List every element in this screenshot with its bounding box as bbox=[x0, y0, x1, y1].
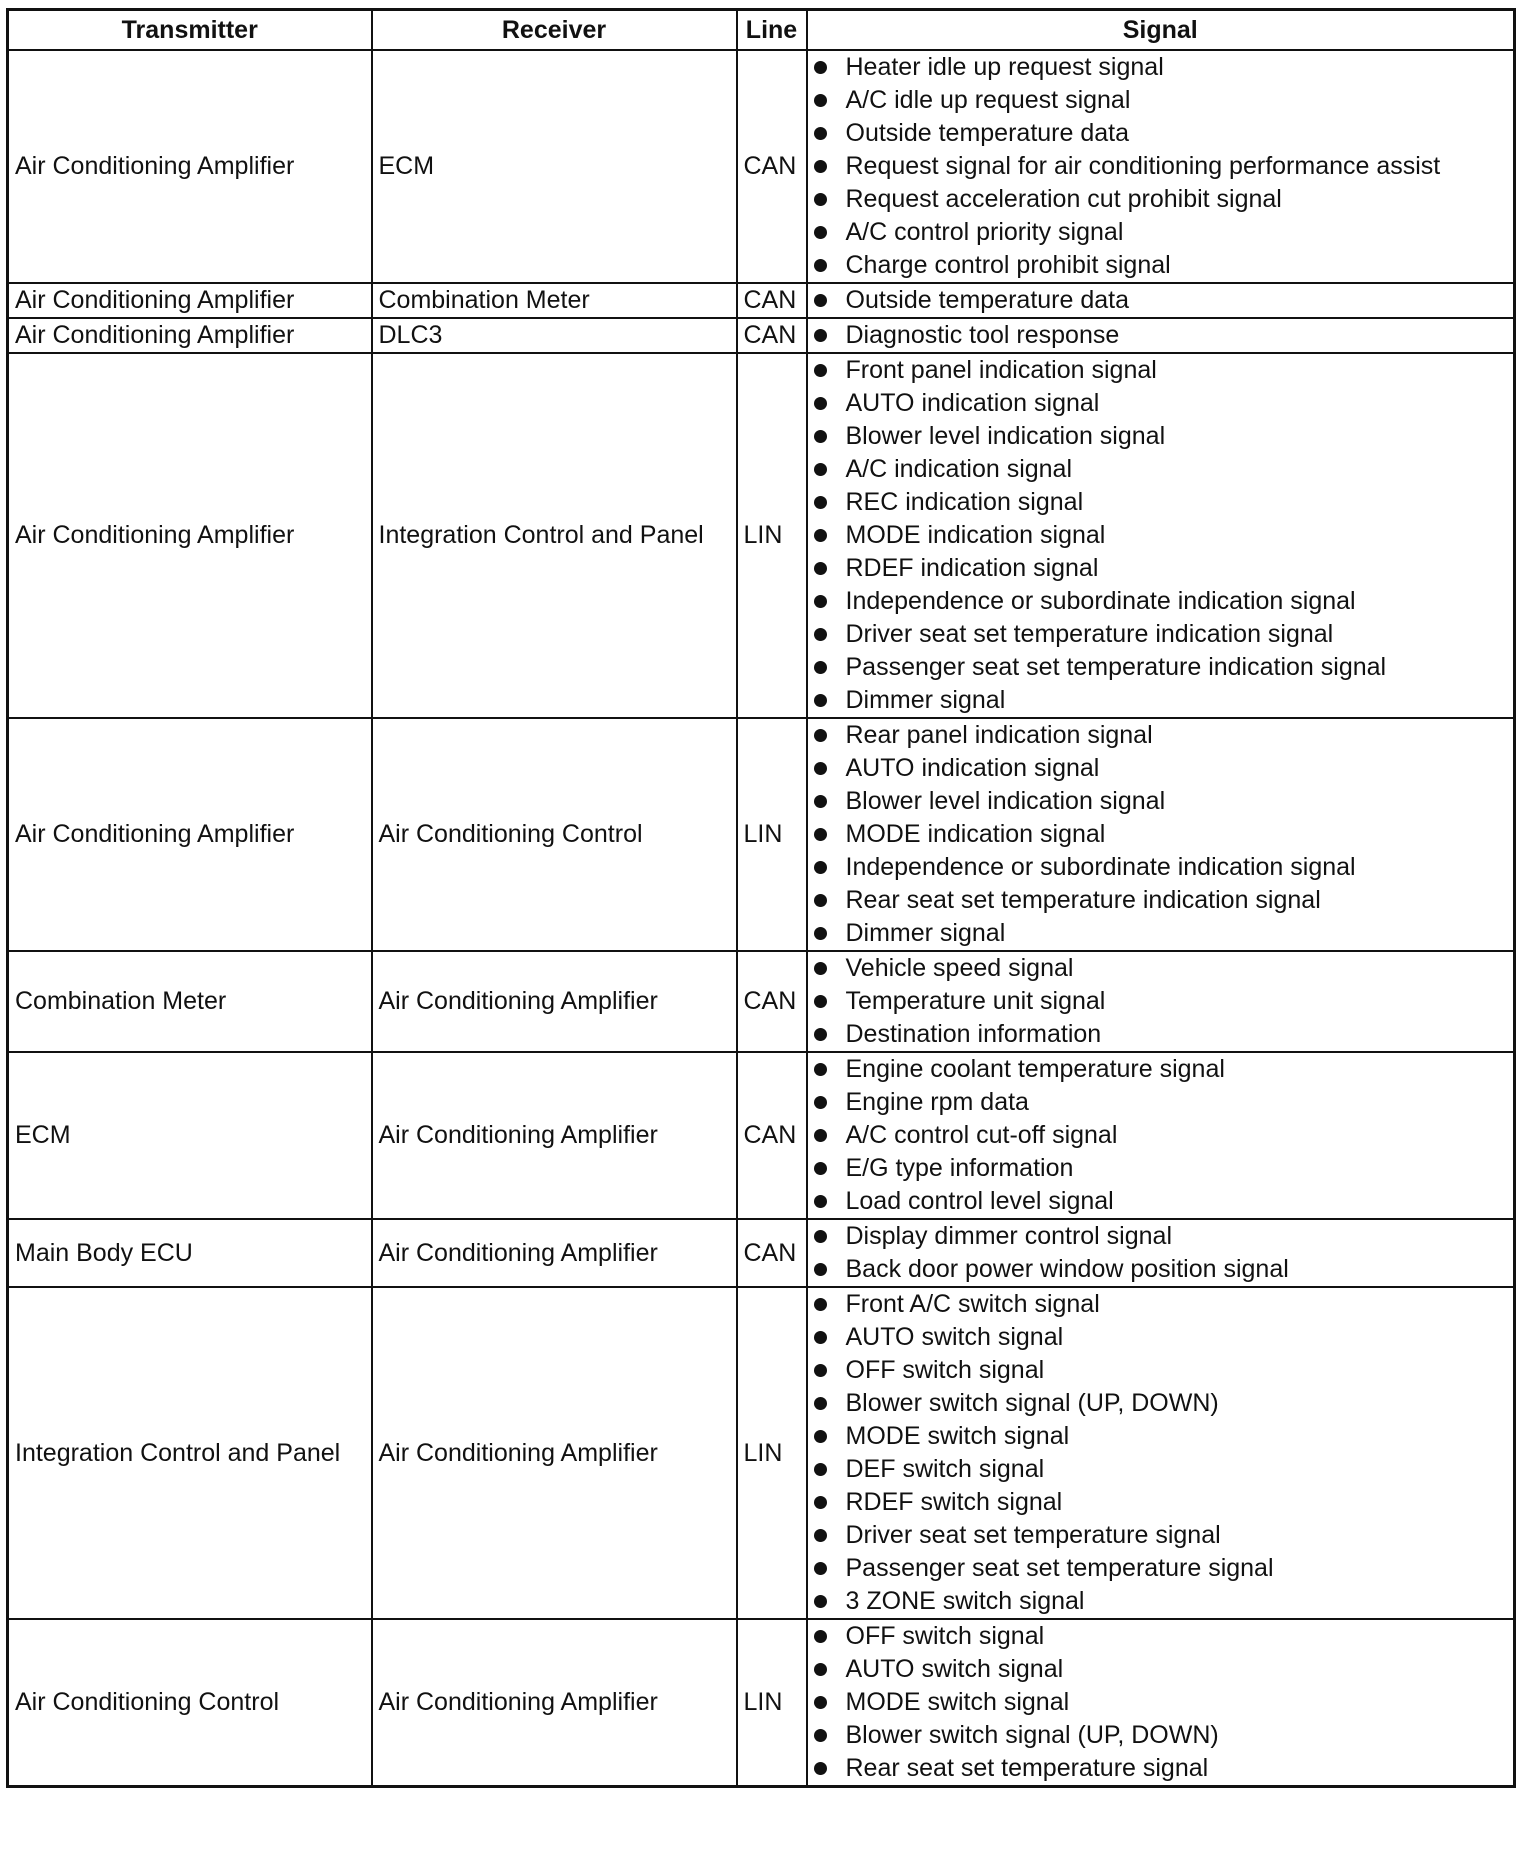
signal-item bbox=[814, 985, 1514, 1018]
line-cell: CAN bbox=[737, 283, 807, 318]
signal-item bbox=[814, 354, 1514, 387]
signal-item bbox=[814, 1018, 1514, 1051]
table-row bbox=[8, 1219, 1515, 1287]
receiver-cell: DLC3 bbox=[372, 318, 737, 353]
bullet-icon bbox=[814, 795, 827, 808]
bullet-icon bbox=[814, 329, 827, 342]
transmitter-cell: Integration Control and Panel bbox=[8, 1287, 372, 1619]
bullet-icon bbox=[814, 1430, 827, 1443]
table-row bbox=[8, 318, 1515, 353]
bullet-icon bbox=[814, 1729, 827, 1742]
signal-item bbox=[814, 1552, 1514, 1585]
signal-text: DEF switch signal bbox=[845, 1455, 1045, 1483]
signal-text: 3 ZONE switch signal bbox=[845, 1587, 1085, 1615]
signal-text: RDEF indication signal bbox=[845, 554, 1099, 582]
bullet-icon bbox=[814, 927, 827, 940]
bullet-icon bbox=[814, 397, 827, 410]
signal-item bbox=[814, 1053, 1514, 1086]
signal-text: Independence or subordinate indication signal bbox=[845, 587, 1356, 615]
signal-text: Request acceleration cut prohibit signal bbox=[845, 185, 1282, 213]
bullet-icon bbox=[814, 1529, 827, 1542]
bullet-icon bbox=[814, 259, 827, 272]
signal-item bbox=[814, 917, 1514, 950]
receiver-cell: Integration Control and Panel bbox=[372, 353, 737, 718]
bullet-icon bbox=[814, 1263, 827, 1276]
signal-text: Passenger seat set temperature signal bbox=[845, 1554, 1274, 1582]
signal-list bbox=[814, 354, 1514, 717]
table-row bbox=[8, 718, 1515, 951]
signal-text: Destination information bbox=[845, 1020, 1102, 1048]
bullet-icon bbox=[814, 694, 827, 707]
signal-item bbox=[814, 1420, 1514, 1453]
signal-text: Engine rpm data bbox=[845, 1088, 1029, 1116]
signal-list bbox=[814, 284, 1514, 317]
signal-item bbox=[814, 387, 1514, 420]
signal-item bbox=[814, 249, 1514, 282]
signal-text: Load control level signal bbox=[845, 1187, 1114, 1215]
bullet-icon bbox=[814, 1195, 827, 1208]
signal-item bbox=[814, 1719, 1514, 1752]
bullet-icon bbox=[814, 1129, 827, 1142]
signal-text: Blower switch signal (UP, DOWN) bbox=[845, 1389, 1219, 1417]
receiver-cell: Air Conditioning Amplifier bbox=[372, 951, 737, 1052]
table-row bbox=[8, 1052, 1515, 1219]
signal-item bbox=[814, 752, 1514, 785]
signal-text: Display dimmer control signal bbox=[845, 1222, 1173, 1250]
signal-cell bbox=[807, 1619, 1515, 1787]
signal-item bbox=[814, 1152, 1514, 1185]
transmitter-cell: Air Conditioning Amplifier bbox=[8, 718, 372, 951]
table-row bbox=[8, 50, 1515, 283]
bullet-icon bbox=[814, 661, 827, 674]
signal-item bbox=[814, 453, 1514, 486]
signal-text: AUTO indication signal bbox=[845, 754, 1100, 782]
signal-text: Engine coolant temperature signal bbox=[845, 1055, 1225, 1083]
signal-text: Blower switch signal (UP, DOWN) bbox=[845, 1721, 1219, 1749]
bullet-icon bbox=[814, 529, 827, 542]
transmitter-cell: Air Conditioning Control bbox=[8, 1619, 372, 1787]
signal-item bbox=[814, 319, 1514, 352]
bullet-icon bbox=[814, 1463, 827, 1476]
signal-text: E/G type information bbox=[845, 1154, 1074, 1182]
receiver-cell: Air Conditioning Amplifier bbox=[372, 1287, 737, 1619]
signal-item bbox=[814, 618, 1514, 651]
transmitter-cell: Air Conditioning Amplifier bbox=[8, 318, 372, 353]
receiver-cell: Air Conditioning Amplifier bbox=[372, 1052, 737, 1219]
signal-text: Charge control prohibit signal bbox=[845, 251, 1171, 279]
bullet-icon bbox=[814, 1595, 827, 1608]
table-row bbox=[8, 283, 1515, 318]
signal-item bbox=[814, 585, 1514, 618]
signal-item bbox=[814, 117, 1514, 150]
signal-item bbox=[814, 1321, 1514, 1354]
line-cell: CAN bbox=[737, 318, 807, 353]
bullet-icon bbox=[814, 1364, 827, 1377]
transmitter-cell: Air Conditioning Amplifier bbox=[8, 283, 372, 318]
signal-item bbox=[814, 1086, 1514, 1119]
signal-text: MODE indication signal bbox=[845, 521, 1106, 549]
signal-text: Blower level indication signal bbox=[845, 787, 1166, 815]
transmitter-cell: Air Conditioning Amplifier bbox=[8, 353, 372, 718]
line-cell: CAN bbox=[737, 951, 807, 1052]
signal-text: Front panel indication signal bbox=[845, 356, 1157, 384]
line-cell: CAN bbox=[737, 1052, 807, 1219]
signal-list bbox=[814, 1053, 1514, 1218]
signal-item bbox=[814, 1486, 1514, 1519]
line-cell: LIN bbox=[737, 718, 807, 951]
signal-item bbox=[814, 1519, 1514, 1552]
bullet-icon bbox=[814, 562, 827, 575]
signal-text: Outside temperature data bbox=[845, 286, 1129, 314]
signal-text: Passenger seat set temperature indication signal bbox=[845, 653, 1387, 681]
bullet-icon bbox=[814, 595, 827, 608]
signal-text: AUTO switch signal bbox=[845, 1655, 1064, 1683]
signal-cell bbox=[807, 353, 1515, 718]
signal-item bbox=[814, 851, 1514, 884]
signal-text: Diagnostic tool response bbox=[845, 321, 1120, 349]
signal-list bbox=[814, 1288, 1514, 1618]
bullet-icon bbox=[814, 496, 827, 509]
signal-item bbox=[814, 1585, 1514, 1618]
transmitter-cell: Air Conditioning Amplifier bbox=[8, 50, 372, 283]
signal-text: Heater idle up request signal bbox=[845, 53, 1164, 81]
receiver-cell: Air Conditioning Amplifier bbox=[372, 1619, 737, 1787]
signal-table bbox=[6, 8, 1516, 1788]
signal-text: Back door power window position signal bbox=[845, 1255, 1289, 1283]
signal-cell bbox=[807, 1052, 1515, 1219]
table-row bbox=[8, 951, 1515, 1052]
bullet-icon bbox=[814, 828, 827, 841]
transmitter-cell: Main Body ECU bbox=[8, 1219, 372, 1287]
bullet-icon bbox=[814, 1663, 827, 1676]
signal-text: Independence or subordinate indication signal bbox=[845, 853, 1356, 881]
table-row bbox=[8, 353, 1515, 718]
signal-text: Blower level indication signal bbox=[845, 422, 1166, 450]
signal-cell bbox=[807, 50, 1515, 283]
signal-text: Rear seat set temperature signal bbox=[845, 1754, 1209, 1782]
bullet-icon bbox=[814, 995, 827, 1008]
line-cell: CAN bbox=[737, 50, 807, 283]
receiver-cell: Air Conditioning Amplifier bbox=[372, 1219, 737, 1287]
signal-item bbox=[814, 1387, 1514, 1420]
signal-text: Rear panel indication signal bbox=[845, 721, 1153, 749]
bullet-icon bbox=[814, 861, 827, 874]
bullet-icon bbox=[814, 1298, 827, 1311]
header-row bbox=[8, 10, 1515, 51]
signal-item bbox=[814, 1686, 1514, 1719]
signal-list bbox=[814, 952, 1514, 1051]
signal-text: MODE indication signal bbox=[845, 820, 1106, 848]
signal-cell bbox=[807, 1219, 1515, 1287]
signal-text: A/C control cut-off signal bbox=[845, 1121, 1118, 1149]
signal-text: Driver seat set temperature signal bbox=[845, 1521, 1221, 1549]
bullet-icon bbox=[814, 193, 827, 206]
table-body bbox=[8, 50, 1515, 1787]
signal-text: Dimmer signal bbox=[845, 686, 1006, 714]
signal-text: AUTO switch signal bbox=[845, 1323, 1064, 1351]
table-row bbox=[8, 1619, 1515, 1787]
bullet-icon bbox=[814, 1562, 827, 1575]
signal-text: A/C control priority signal bbox=[845, 218, 1124, 246]
signal-text: Driver seat set temperature indication signal bbox=[845, 620, 1334, 648]
receiver-cell: ECM bbox=[372, 50, 737, 283]
signal-item bbox=[814, 1620, 1514, 1653]
signal-item bbox=[814, 884, 1514, 917]
table-header bbox=[8, 10, 1515, 51]
receiver-cell: Air Conditioning Control bbox=[372, 718, 737, 951]
line-cell: LIN bbox=[737, 1287, 807, 1619]
bullet-icon bbox=[814, 1762, 827, 1775]
signal-list bbox=[814, 1220, 1514, 1286]
signal-list bbox=[814, 319, 1514, 352]
signal-item bbox=[814, 952, 1514, 985]
signal-item bbox=[814, 1119, 1514, 1152]
bullet-icon bbox=[814, 1230, 827, 1243]
signal-text: MODE switch signal bbox=[845, 1422, 1070, 1450]
signal-item bbox=[814, 519, 1514, 552]
signal-text: REC indication signal bbox=[845, 488, 1084, 516]
signal-cell bbox=[807, 1287, 1515, 1619]
bullet-icon bbox=[814, 226, 827, 239]
signal-item bbox=[814, 216, 1514, 249]
signal-cell bbox=[807, 951, 1515, 1052]
signal-item bbox=[814, 719, 1514, 752]
signal-item bbox=[814, 785, 1514, 818]
table-row bbox=[8, 1287, 1515, 1619]
signal-text: AUTO indication signal bbox=[845, 389, 1100, 417]
signal-text: RDEF switch signal bbox=[845, 1488, 1063, 1516]
signal-text: Outside temperature data bbox=[845, 119, 1129, 147]
line-cell: LIN bbox=[737, 1619, 807, 1787]
transmitter-cell: ECM bbox=[8, 1052, 372, 1219]
signal-item bbox=[814, 651, 1514, 684]
receiver-cell: Combination Meter bbox=[372, 283, 737, 318]
signal-item bbox=[814, 1653, 1514, 1686]
signal-item bbox=[814, 284, 1514, 317]
bullet-icon bbox=[814, 729, 827, 742]
signal-item bbox=[814, 150, 1514, 183]
bullet-icon bbox=[814, 364, 827, 377]
header-receiver: Receiver bbox=[372, 10, 737, 51]
signal-item bbox=[814, 51, 1514, 84]
bullet-icon bbox=[814, 61, 827, 74]
bullet-icon bbox=[814, 762, 827, 775]
signal-list bbox=[814, 1620, 1514, 1785]
bullet-icon bbox=[814, 894, 827, 907]
signal-text: Rear seat set temperature indication signal bbox=[845, 886, 1321, 914]
bullet-icon bbox=[814, 94, 827, 107]
bullet-icon bbox=[814, 1162, 827, 1175]
signal-list bbox=[814, 719, 1514, 950]
signal-cell bbox=[807, 318, 1515, 353]
signal-cell bbox=[807, 283, 1515, 318]
signal-text: A/C indication signal bbox=[845, 455, 1073, 483]
bullet-icon bbox=[814, 1630, 827, 1643]
signal-text: Vehicle speed signal bbox=[845, 954, 1074, 982]
signal-item bbox=[814, 1354, 1514, 1387]
bullet-icon bbox=[814, 463, 827, 476]
bullet-icon bbox=[814, 1096, 827, 1109]
signal-item bbox=[814, 486, 1514, 519]
signal-item bbox=[814, 552, 1514, 585]
bullet-icon bbox=[814, 1496, 827, 1509]
bullet-icon bbox=[814, 1331, 827, 1344]
bullet-icon bbox=[814, 430, 827, 443]
signal-item bbox=[814, 1752, 1514, 1785]
bullet-icon bbox=[814, 1028, 827, 1041]
signal-text: Front A/C switch signal bbox=[845, 1290, 1100, 1318]
bullet-icon bbox=[814, 1397, 827, 1410]
signal-list bbox=[814, 51, 1514, 282]
signal-item bbox=[814, 1185, 1514, 1218]
bullet-icon bbox=[814, 127, 827, 140]
signal-cell bbox=[807, 718, 1515, 951]
signal-item bbox=[814, 684, 1514, 717]
header-signal: Signal bbox=[807, 10, 1515, 51]
transmitter-cell: Combination Meter bbox=[8, 951, 372, 1052]
signal-item bbox=[814, 1453, 1514, 1486]
bullet-icon bbox=[814, 294, 827, 307]
bullet-icon bbox=[814, 962, 827, 975]
signal-item bbox=[814, 1220, 1514, 1253]
signal-text: OFF switch signal bbox=[845, 1356, 1045, 1384]
line-cell: CAN bbox=[737, 1219, 807, 1287]
line-cell: LIN bbox=[737, 353, 807, 718]
signal-text: OFF switch signal bbox=[845, 1622, 1045, 1650]
signal-text: Request signal for air conditioning performance assist bbox=[845, 152, 1441, 180]
header-line: Line bbox=[737, 10, 807, 51]
signal-item bbox=[814, 1253, 1514, 1286]
signal-text: Temperature unit signal bbox=[845, 987, 1106, 1015]
bullet-icon bbox=[814, 160, 827, 173]
bullet-icon bbox=[814, 1696, 827, 1709]
signal-item bbox=[814, 183, 1514, 216]
signal-item bbox=[814, 818, 1514, 851]
signal-item bbox=[814, 84, 1514, 117]
signal-item bbox=[814, 1288, 1514, 1321]
header-transmitter: Transmitter bbox=[8, 10, 372, 51]
bullet-icon bbox=[814, 628, 827, 641]
signal-text: MODE switch signal bbox=[845, 1688, 1070, 1716]
signal-text: Dimmer signal bbox=[845, 919, 1006, 947]
bullet-icon bbox=[814, 1063, 827, 1076]
signal-text: A/C idle up request signal bbox=[845, 86, 1131, 114]
signal-table-container bbox=[6, 8, 1513, 1788]
signal-item bbox=[814, 420, 1514, 453]
